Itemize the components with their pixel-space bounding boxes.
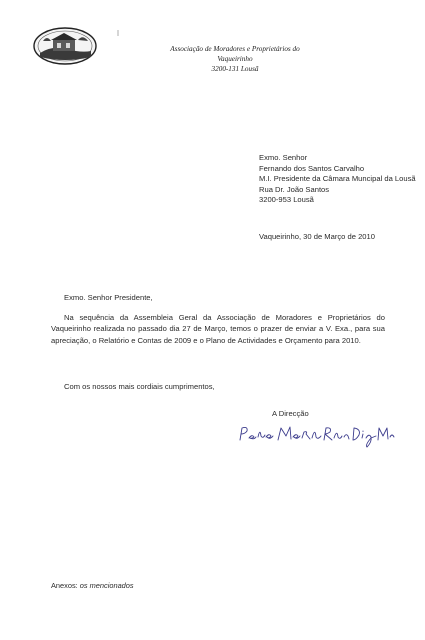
letter-date: Vaqueirinho, 30 de Março de 2010: [259, 232, 375, 241]
handwritten-signature: [236, 420, 396, 450]
recipient-address: [259, 153, 416, 206]
pen-mark: [116, 30, 120, 38]
letterhead: [130, 44, 340, 74]
attachments: [51, 581, 134, 590]
recipient-line: Fernando dos Santos Carvalho: [259, 163, 365, 173]
salutation: Exmo. Senhor Presidente,: [64, 293, 153, 302]
association-logo: [33, 27, 97, 65]
body-paragraph: Na sequência da Assembleia Geral da Associação de Moradores e Proprietários do Vaqueirinho realizada no passado dia 27 de Março, temos o prazer de enviar a V. Exa., para sua apreciação, o Relatório e Contas de 2009 e o Plano de Actividades e Orçamento para 2010.: [51, 313, 385, 345]
recipient-line: Exmo. Senhor: [259, 153, 308, 162]
closing: Com os nossos mais cordiais cumprimentos,: [64, 382, 215, 391]
letterhead-postcode: 3200-131 Lousã: [211, 65, 259, 73]
recipient-line: Rua Dr. João Santos: [259, 184, 330, 194]
recipient-line: 3200-953 Lousã: [259, 195, 314, 205]
attachments-label: Anexos:: [51, 581, 78, 590]
recipient-line: M.I. Presidente da Câmara Muncipal da Lousã: [259, 174, 416, 184]
attachments-value: os mencionados: [79, 581, 134, 590]
signatory: A Direcção: [272, 409, 309, 418]
letterhead-org-line2: Vaqueirinho: [217, 55, 253, 63]
letterhead-org-line1: Associação de Moradores e Proprietários do: [170, 45, 300, 53]
